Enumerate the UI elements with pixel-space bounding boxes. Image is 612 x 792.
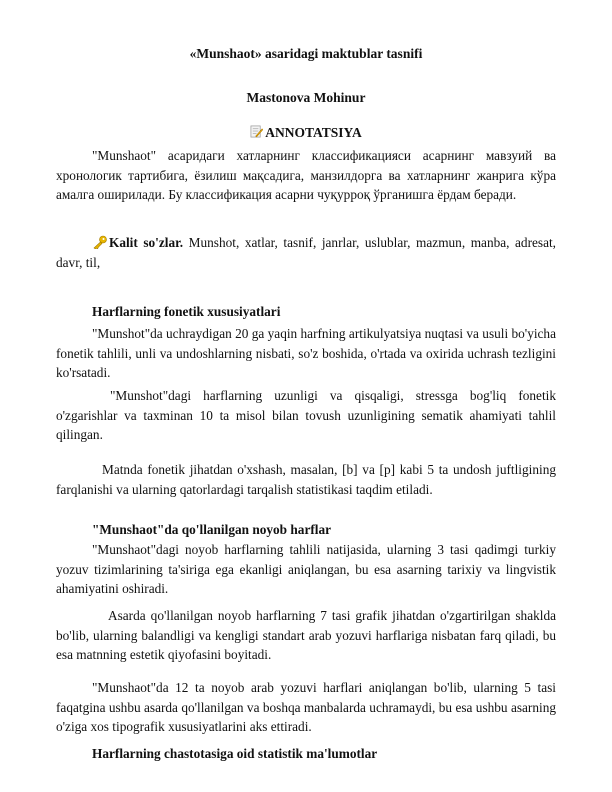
memo-icon bbox=[250, 125, 263, 138]
section-heading-frequency: Harflarning chastotasiga oid statistik ma'lumotlar bbox=[92, 746, 378, 761]
section-paragraph: "Munshot"dagi harflarning uzunligi va qisqaligi, stressga bog'liq fonetik o'zgarishlar va taxminan 10 ta misol bilan tovush uzunligining sematik ahamiyati tahlil qilingan. bbox=[56, 388, 556, 442]
author-name: Mastonova Mohinur bbox=[246, 90, 366, 105]
document-title: «Munshaot» asaridagi maktublar tasnifi bbox=[189, 46, 423, 61]
section-paragraph: Matnda fonetik jihatdan o'xshash, masalan, [b] va [p] kabi 5 ta undosh juftligining farqlanishi va ularning qatorlardagi tarqalish statistikasi taqdim etiladi. bbox=[56, 462, 556, 497]
section-paragraph: "Munshaot"dagi noyob harflarning tahlili natijasida, ularning 3 tasi qadimgi turkiy yozuv tizimlarining ta'siriga ega ekanligi aniqlangan, bu esa asarning tarixiy va lingvistik ahamiyatini oshiradi. bbox=[56, 542, 556, 596]
keywords-label: Kalit so'zlar. bbox=[109, 235, 184, 250]
section-paragraph: "Munshot"da uchraydigan 20 ga yaqin harfning artikulyatsiya nuqtasi va usuli bo'yicha fonetik tahlili, unli va undoshlarning nisbati, so'z boshida, o'rtada va oxirida uchrash tezligini ko'rsatadi. bbox=[56, 326, 556, 380]
keywords-paragraph bbox=[56, 233, 556, 272]
keywords-text: Munshot, xatlar, tasnif, janrlar, uslublar, mazmun, manba, adresat, davr, til, bbox=[56, 235, 556, 270]
section-paragraph: "Munshaot"da 12 ta noyob arab yozuvi harflari aniqlangan bo'lib, ularning 5 tasi faqatgina ushbu asarda qo'llanilgan va boshqa manbalarda uchramaydi, bu esa ushbu asarning o'ziga xos tipografik xususiyatlarini aks ettiradi. bbox=[56, 680, 556, 734]
section-paragraph: Asarda qo'llanilgan noyob harflarning 7 tasi grafik jihatdan o'zgartirilgan shaklda bo'lib, ularning balandligi va kengligi standart arab yozuvi harflariga nisbatan farq qiladi, bu esa matnning estetik qiyofasini boyitadi. bbox=[56, 608, 556, 662]
section-heading-rare-letters: "Munshaot"da qo'llanilgan noyob harflar bbox=[92, 522, 332, 537]
key-icon bbox=[92, 235, 108, 249]
annotation-heading bbox=[0, 125, 612, 141]
section-heading-phonetic: Harflarning fonetik xususiyatlari bbox=[92, 304, 281, 319]
annotation-text: "Munshaot" асаридаги хатларнинг классификацияси асарнинг мавзуий ва хронологик тартибига, ёзилиш мақсадига, манзилдорга ва хатларнинг жанрига кўра амалга оширилади. Бу классификация асарни чуқурроқ ўрганишга ёрдам беради. bbox=[56, 148, 556, 202]
annotation-heading-text: ANNOTATSIYA bbox=[265, 125, 362, 140]
